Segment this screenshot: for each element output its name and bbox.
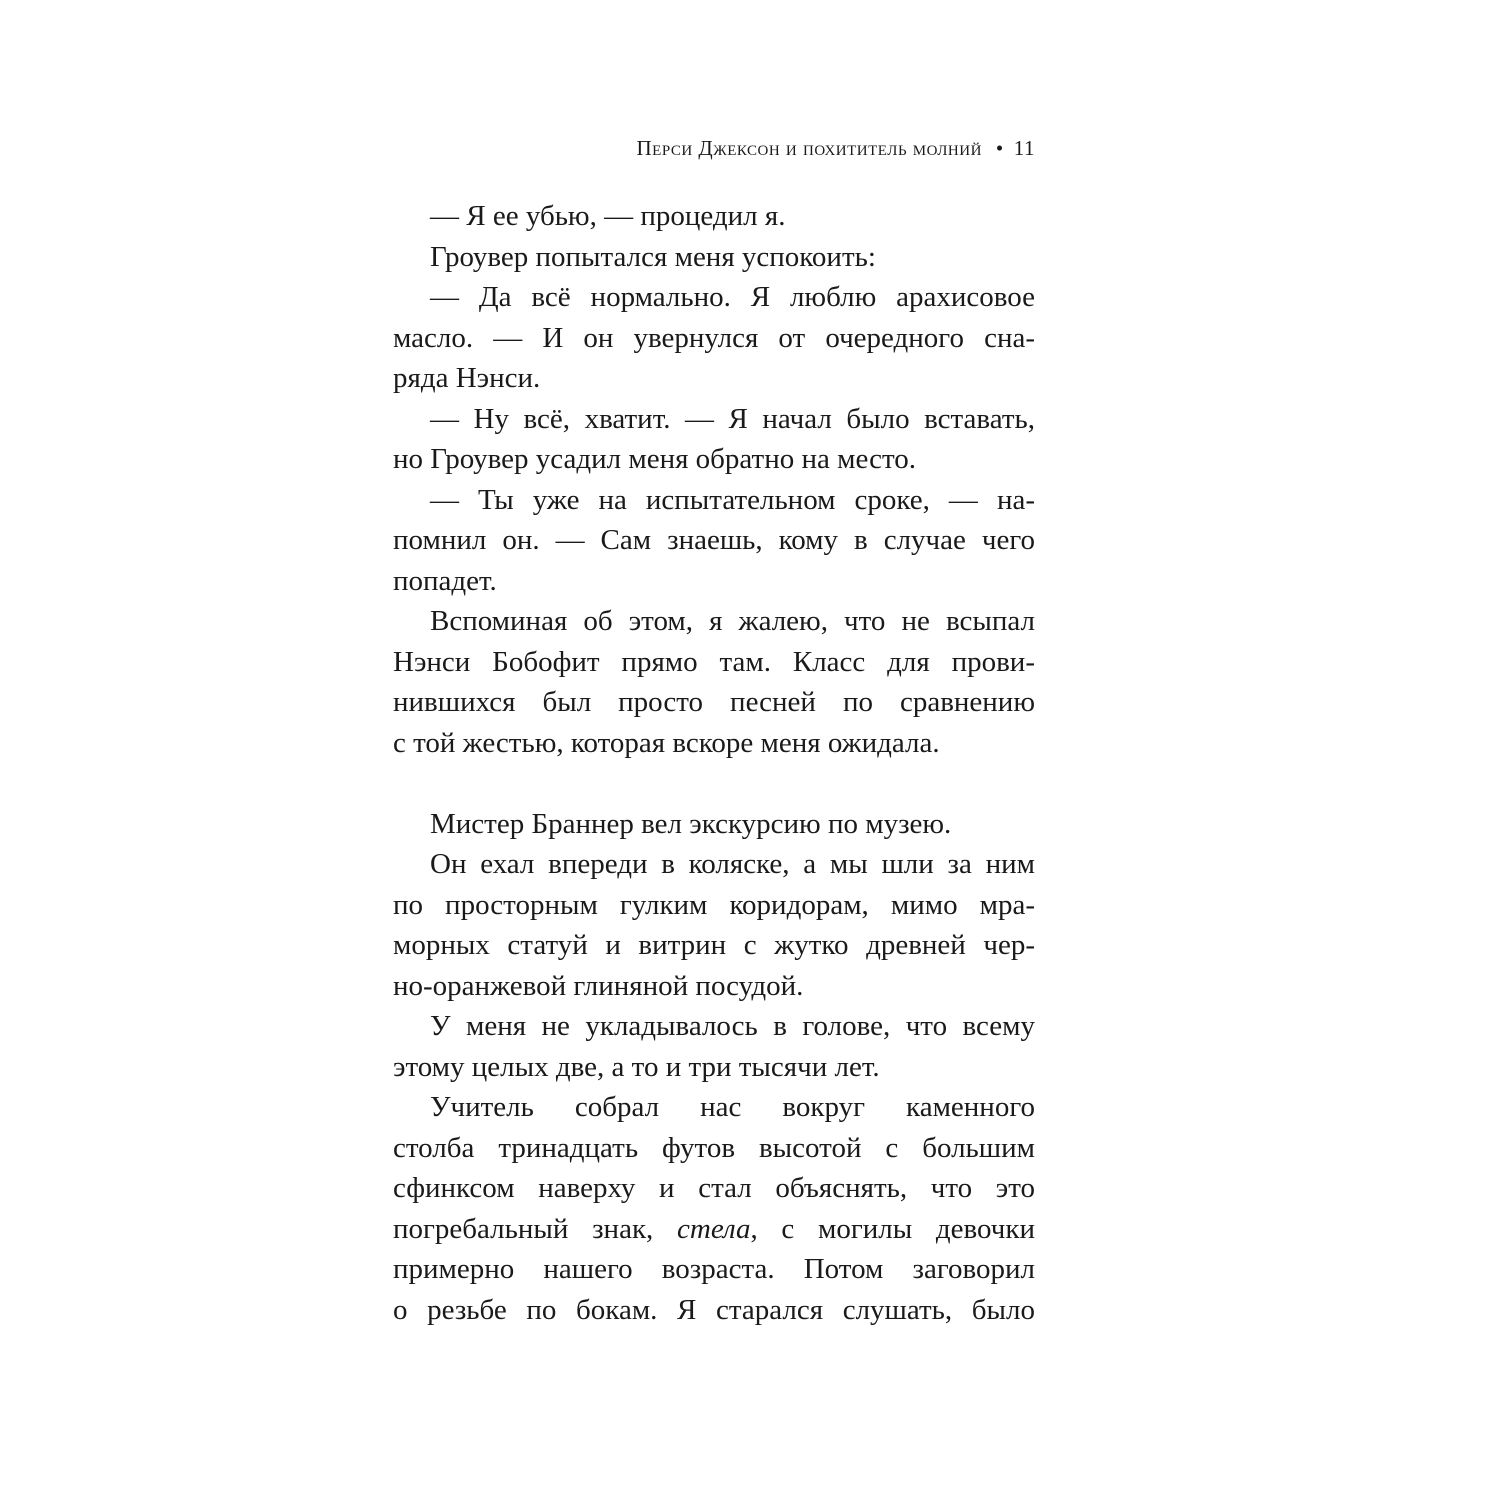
text-line: масло. — И он увернулся от очередного сна- bbox=[393, 321, 1035, 354]
text-line: Вспоминая об этом, я жалею, что не всыпал bbox=[430, 605, 1035, 637]
separator-dot: • bbox=[995, 136, 1004, 160]
body-text bbox=[393, 196, 1035, 1330]
text-line: по просторным гулким коридорам, мимо мра- bbox=[393, 888, 1035, 921]
text-segment: , с могилы девочки bbox=[750, 1212, 1035, 1245]
text-line: о резьбе по бокам. Я старался слушать, было bbox=[393, 1293, 1035, 1326]
text-line: Он ехал впереди в коляске, а мы шли за ним bbox=[430, 848, 1035, 880]
text-line: У меня не укладывалось в голове, что всему bbox=[430, 1010, 1035, 1042]
book-page bbox=[393, 128, 1035, 1330]
text-line: этому целых две, а то и три тысячи лет. bbox=[393, 1050, 880, 1083]
text-line: примерно нашего возраста. Потом заговорил bbox=[393, 1253, 1035, 1285]
text-line: попадет. bbox=[393, 564, 497, 597]
text-line: Учитель собрал нас вокруг каменного bbox=[430, 1091, 1035, 1123]
text-line bbox=[393, 1209, 1035, 1250]
text-line: но-оранжевой глиняной посудой. bbox=[393, 969, 804, 1002]
italic-term: стела bbox=[677, 1212, 751, 1245]
text-line: но Гроувер усадил меня обратно на место. bbox=[393, 443, 916, 475]
text-line: столба тринадцать футов высотой с большим bbox=[393, 1131, 1035, 1164]
book-title: Перси Джексон и похититель молний bbox=[636, 136, 982, 160]
text-line: — Ну всё, хватит. — Я начал было вставать, bbox=[430, 402, 1035, 435]
text-line: морных статуй и витрин с жутко древней чер- bbox=[393, 929, 1035, 961]
text-line: — Ты уже на испытательном сроке, — на- bbox=[430, 483, 1035, 516]
page-number: 11 bbox=[1013, 136, 1035, 160]
text-line: помнил он. — Сам знаешь, кому в случае чего bbox=[393, 524, 1035, 556]
text-line: Гроувер попытался меня успокоить: bbox=[430, 240, 876, 273]
text-segment: погребальный знак, bbox=[393, 1212, 677, 1245]
text-line: Мистер Браннер вел экскурсию по музею. bbox=[430, 807, 952, 840]
text-line: — Да всё нормально. Я люблю арахисовое bbox=[430, 281, 1035, 313]
text-line: ряда Нэнси. bbox=[393, 362, 541, 394]
text-line: Нэнси Бобофит прямо там. Класс для прови- bbox=[393, 645, 1035, 678]
text-line: — Я ее убью, — процедил я. bbox=[430, 200, 786, 232]
text-line: с той жестью, которая вскоре меня ожидала. bbox=[393, 726, 940, 759]
section-break bbox=[393, 763, 1035, 804]
text-line: нившихся был просто песней по сравнению bbox=[393, 686, 1035, 718]
running-head bbox=[393, 128, 1035, 168]
text-line: сфинксом наверху и стал объяснять, что это bbox=[393, 1172, 1035, 1204]
